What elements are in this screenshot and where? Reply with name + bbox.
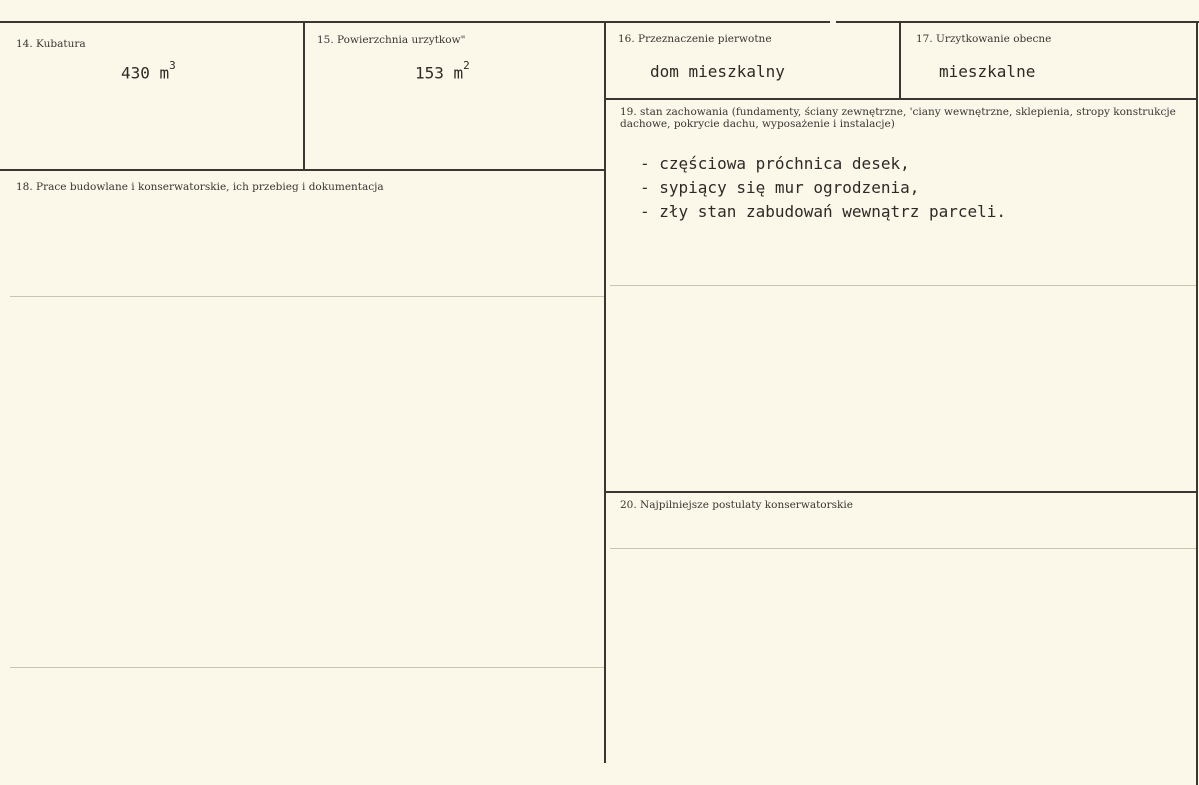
- top-border-left: [0, 21, 830, 23]
- condition-item: - zły stan zabudowań wewnątrz parceli.: [640, 202, 1007, 221]
- divider-main: [604, 23, 606, 763]
- area-unit-sup: 2: [463, 59, 470, 72]
- field-19-label: 19. stan zachowania (fundamenty, ściany zewnętrzne, 'ciany wewnętrzne, sklepienia, stropy konstrukcje dachowe, pokrycie dachu, wyposażenie i instalacje): [620, 106, 1176, 130]
- condition-list: [640, 152, 1006, 224]
- field-17-value: mieszkalne: [939, 62, 1036, 81]
- condition-item: - sypiący się mur ogrodzenia,: [640, 178, 920, 197]
- field-15-label: 15. Powierzchnia urzytkow": [317, 34, 466, 46]
- divider-14-15: [303, 23, 305, 171]
- field-16-label: 16. Przeznaczenie pierwotne: [618, 33, 772, 45]
- field-14-value: [121, 59, 176, 83]
- right-edge: [1196, 23, 1198, 785]
- divider-16-17: [899, 23, 901, 99]
- condition-item: - częściowa próchnica desek,: [640, 154, 910, 173]
- row-separator-16-19: [606, 98, 1198, 100]
- field-15-value: [415, 59, 470, 83]
- field-17-label: 17. Urzytkowanie obecne: [916, 33, 1052, 45]
- field-14-label: 14. Kubatura: [16, 38, 86, 50]
- kubatura-unit-sup: 3: [169, 59, 176, 72]
- field-18-label: 18. Prace budowlane i konserwatorskie, ich przebieg i dokumentacja: [16, 181, 384, 193]
- area-value: 153 m: [415, 63, 464, 83]
- faint-line: [10, 667, 604, 668]
- top-border-right: [836, 21, 1199, 23]
- field-20-label: 20. Najpilniejsze postulaty konserwatorskie: [620, 499, 853, 511]
- row-separator-19-20: [606, 491, 1198, 493]
- faint-line: [10, 296, 604, 297]
- faint-line: [610, 285, 1196, 286]
- faint-line: [610, 548, 1196, 549]
- kubatura-value: 430 m: [121, 63, 170, 83]
- row-separator-left: [0, 169, 604, 171]
- field-16-value: dom mieszkalny: [650, 62, 785, 81]
